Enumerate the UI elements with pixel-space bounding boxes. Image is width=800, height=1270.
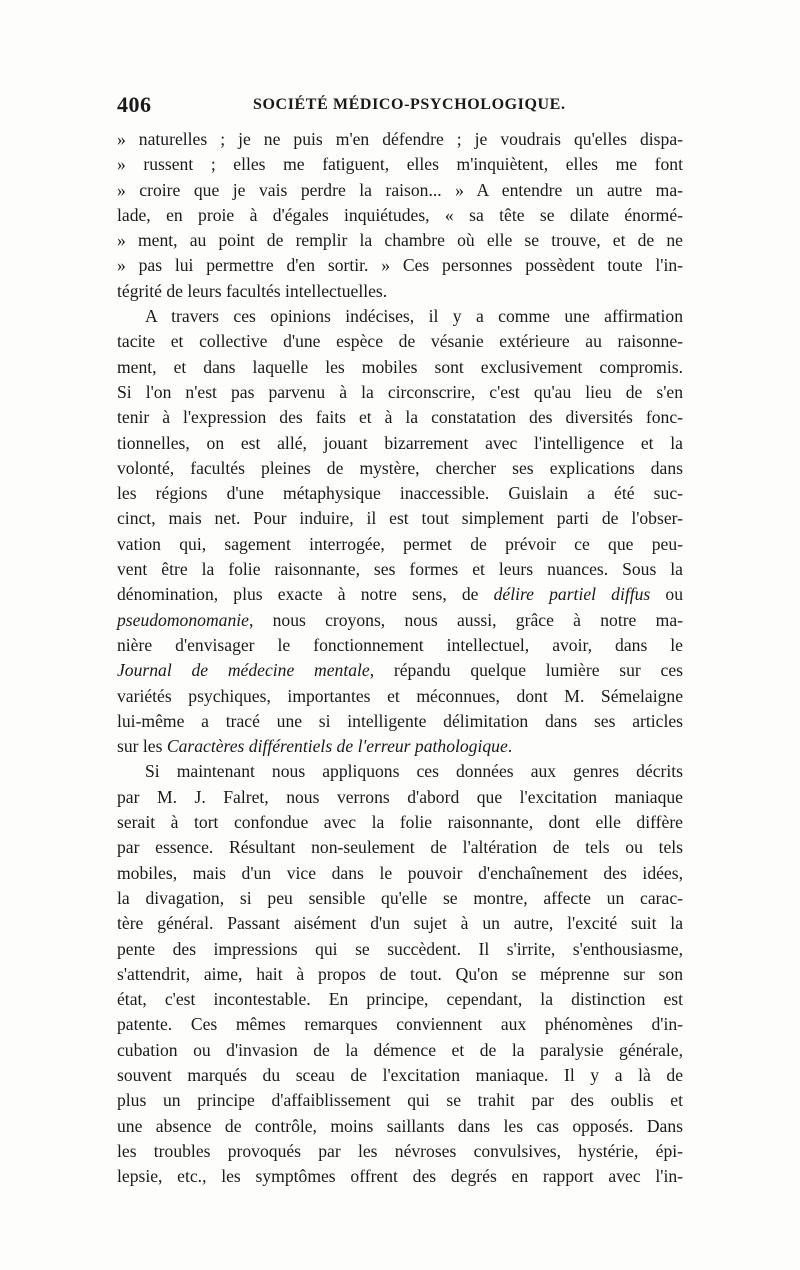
text-segment: lade, en proie à d'égales inquiétudes, « sa tête se dilate énormé- [117, 204, 683, 225]
text-line [117, 481, 683, 506]
text-line [117, 405, 683, 430]
text-line [117, 835, 683, 860]
text-line [117, 203, 683, 228]
text-segment: nière d'envisager le fonctionnement intellectuel, avoir, dans le [117, 634, 683, 655]
text-segment: tionnelles, on est allé, jouant bizarrement avec l'intelligence et la [117, 432, 683, 453]
text-line [117, 127, 683, 152]
text-segment: cinct, mais net. Pour induire, il est tout simplement parti de l'obser- [117, 508, 683, 529]
text-line [117, 152, 683, 177]
text-segment: » pas lui permettre d'en sortir. » Ces personnes possèdent toute l'in- [117, 255, 683, 276]
text-line [117, 557, 683, 582]
text-segment: pente des impressions qui se succèdent. Il s'irrite, s'enthousiasme, [117, 938, 683, 959]
text-segment: , nous croyons, nous aussi, grâce à notre ma- [248, 609, 683, 630]
text-segment: tégrité de leurs facultés intellectuelles. [117, 280, 388, 301]
text-line [117, 456, 683, 481]
text-segment: patente. Ces mêmes remarques conviennent aux phénomènes d'in- [117, 1014, 683, 1035]
text-line [117, 178, 683, 203]
text-segment: état, c'est incontestable. En principe, cependant, la distinction est [117, 989, 683, 1010]
text-segment: tère général. Passant aisément d'un sujet à un autre, l'excité suit la [117, 913, 683, 934]
body-text [117, 127, 683, 1189]
italic-text: Journal de médecine mentale [117, 660, 370, 681]
text-line [117, 759, 683, 784]
page-number: 406 [117, 92, 152, 117]
text-line [117, 380, 683, 405]
text-segment: vent être la folie raisonnante, ses formes et leurs nuances. Sous la [117, 559, 683, 580]
text-segment: volonté, facultés pleines de mystère, chercher ses explications dans [117, 457, 683, 478]
text-segment: » naturelles ; je ne puis m'en défendre ; je voudrais qu'elles dispa- [117, 129, 683, 149]
text-line [117, 987, 683, 1012]
text-segment: par essence. Résultant non-seulement de l'altération de tels ou tels [117, 837, 683, 858]
text-line [117, 861, 683, 886]
text-line [117, 886, 683, 911]
text-line [117, 633, 683, 658]
text-segment: Si maintenant nous appliquons ces données aux genres décrits [145, 761, 683, 782]
text-segment: les troubles provoqués par les névroses convulsives, hystérie, épi- [117, 1140, 683, 1161]
text-segment: ou [650, 584, 683, 605]
text-line [117, 1139, 683, 1164]
text-segment: par M. J. Falret, nous verrons d'abord que l'excitation maniaque [117, 786, 683, 807]
text-segment: sur les [117, 736, 167, 757]
text-line [117, 329, 683, 354]
text-segment: dénomination, plus exacte à notre sens, de [117, 584, 494, 605]
text-line [117, 962, 683, 987]
text-segment: les régions d'une métaphysique inaccessible. Guislain a été suc- [117, 483, 683, 504]
text-segment: une absence de contrôle, moins saillants dans les cas opposés. Dans [117, 1115, 683, 1136]
text-segment: . [507, 736, 513, 757]
text-segment: vation qui, sagement interrogée, permet de prévoir ce que peu- [117, 533, 683, 554]
text-line [117, 582, 683, 607]
text-line [117, 506, 683, 531]
text-segment: cubation ou d'invasion de la démence et de la paralysie générale, [117, 1039, 683, 1060]
text-line [117, 810, 683, 835]
text-line [117, 937, 683, 962]
text-line [117, 911, 683, 936]
text-line [117, 1114, 683, 1139]
text-line [117, 785, 683, 810]
text-line [117, 253, 683, 278]
text-line [117, 279, 683, 304]
text-segment: la divagation, si peu sensible qu'elle se montre, affecte un carac- [117, 887, 683, 908]
text-line [117, 355, 683, 380]
text-segment: serait à tort confondue avec la folie raisonnante, dont elle diffère [117, 812, 683, 833]
text-line [117, 1088, 683, 1113]
text-line [117, 608, 683, 633]
text-segment: s'attendrit, aime, hait à propos de tout. Qu'on se méprenne sur son [117, 963, 683, 984]
text-segment: lepsie, etc., les symptômes offrent des degrés en rapport avec l'in- [117, 1166, 683, 1187]
text-line [117, 709, 683, 734]
text-line [117, 532, 683, 557]
text-line [117, 1063, 683, 1088]
text-line [117, 304, 683, 329]
text-segment: » ment, au point de remplir la chambre où elle se trouve, et de ne [117, 230, 683, 251]
text-line [117, 1038, 683, 1063]
text-segment: » russent ; elles me fatiguent, elles m'inquiètent, elles me font [117, 154, 683, 175]
text-segment: mobiles, mais d'un vice dans le pouvoir d'enchaînement des idées, [117, 862, 683, 883]
page-header [117, 92, 683, 122]
text-line [117, 431, 683, 456]
italic-text: Caractères différentiels de l'erreur pathologique [166, 736, 508, 757]
text-line [117, 1164, 683, 1189]
running-head: SOCIÉTÉ MÉDICO-PSYCHOLOGIQUE. [253, 96, 566, 113]
italic-text: pseudomonomanie [117, 609, 249, 630]
text-line [117, 734, 683, 759]
text-segment: lui-même a tracé une si intelligente délimitation dans ses articles [117, 710, 683, 731]
text-segment: souvent marqués du sceau de l'excitation maniaque. Il y a là de [117, 1064, 683, 1085]
italic-text: délire partiel diffus [493, 584, 651, 605]
text-line [117, 228, 683, 253]
text-segment: variétés psychiques, importantes et méconnues, dont M. Sémelaigne [117, 685, 683, 706]
text-segment: Si l'on n'est pas parvenu à la circonscrire, c'est qu'au lieu de s'en [117, 381, 683, 402]
text-line [117, 684, 683, 709]
text-segment: » croire que je vais perdre la raison... » A entendre un autre ma- [117, 179, 683, 200]
text-segment: A travers ces opinions indécises, il y a comme une affirmation [145, 306, 683, 327]
text-segment: , répandu quelque lumière sur ces [369, 660, 683, 681]
text-segment: tacite et collective d'une espèce de vésanie extérieure au raisonne- [117, 331, 683, 352]
text-line [117, 658, 683, 683]
text-segment: tenir à l'expression des faits et à la constatation des diversités fonc- [117, 407, 683, 428]
text-segment: ment, et dans laquelle les mobiles sont exclusivement compromis. [117, 356, 683, 377]
text-segment: plus un principe d'affaiblissement qui se trahit par des oublis et [117, 1090, 683, 1111]
text-line [117, 1012, 683, 1037]
